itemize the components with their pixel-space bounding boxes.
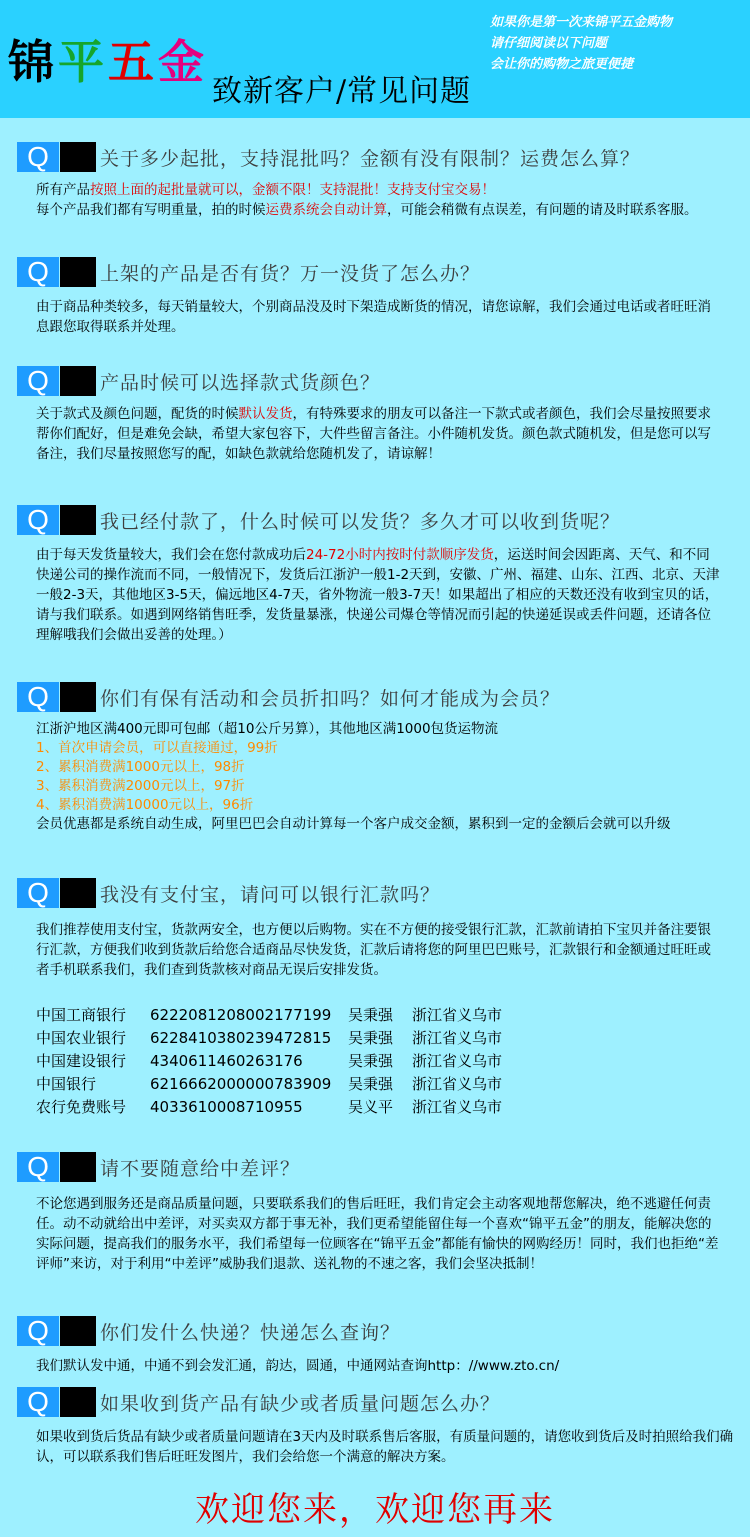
- answer-text: 会员优惠都是系统自动生成，阿里巴巴会自动计算每一个客户成交金额，累积到一定的金额后会就可以升级: [36, 816, 671, 832]
- answer-text: 我们默认发中通，中通不到会发汇通，韵达，圆通，中通网站查询http：//www.zto.cn/: [36, 1358, 560, 1374]
- faq-item-7: [0, 1150, 750, 1272]
- faq-question-row: [0, 503, 750, 537]
- q-icon: Q: [17, 1152, 59, 1182]
- faq-question-row: [0, 255, 750, 289]
- notice-line: 如果你是第一次来锦平五金购物: [490, 15, 673, 30]
- member-tier: 1、首次申请会员，可以直接通过，99折: [36, 740, 278, 756]
- answer-text: 如果收到货后货品有缺少或者质量问题请在3天内及时联系售后客服，有质量问题的，请您收到货后及时拍照给我们确认，可以联系我们售后旺旺发图片，我们会给您一个满意的解决方案。: [36, 1429, 734, 1465]
- faq-answer: [36, 920, 720, 1119]
- q-icon: Q: [17, 682, 59, 712]
- faq-question-row: [0, 364, 750, 398]
- q-icon: Q: [17, 1387, 59, 1417]
- faq-item-3: [0, 364, 750, 462]
- faq-question: 你们发什么快递？快递怎么查询？: [100, 1322, 401, 1344]
- faq-answer: [36, 1194, 720, 1274]
- bank-account: 6222081208002177199: [150, 1006, 332, 1024]
- faq-question-row: [0, 876, 750, 910]
- bank-location: 浙江省义乌市: [412, 1052, 503, 1070]
- faq-question-row: [0, 680, 750, 714]
- bank-name: 农行免费账号: [36, 1098, 127, 1116]
- notice-line: 会让你的购物之旅更便捷: [490, 57, 634, 72]
- faq-question: 你们有保有活动和会员折扣吗？如何才能成为会员？: [100, 688, 561, 710]
- answer-highlight: 24-72小时内按时付款顺序发货: [306, 547, 494, 563]
- faq-answer: [36, 404, 720, 464]
- faq-item-5: [0, 680, 750, 832]
- bank-account: 4340611460263176: [150, 1052, 303, 1070]
- header-banner: [0, 0, 750, 118]
- q-icon: Q: [17, 142, 59, 172]
- faq-question: 产品时候可以选择款式货颜色？: [100, 372, 381, 394]
- answer-text: 由于商品种类较多，每天销量较大，个别商品没及时下架造成断货的情况，请您谅解，我们会通过电话或者旺旺消息跟您取得联系并处理。: [36, 299, 711, 335]
- faq-question: 请不要随意给中差评？: [100, 1158, 301, 1180]
- faq-question-row: [0, 1314, 750, 1348]
- answer-text: 不论您遇到服务还是商品质量问题，只要联系我们的售后旺旺，我们肯定会主动客观地帮您解决，绝不逃避任何责任。动不动就给出中差评，对买卖双方都于事无补，我们更希望能留住每一个喜欢“锦平五金”的朋友，能解决您的实际问题，提高我们的服务水平，我们希望每一位顾客在“锦平五金”都能有愉快的网购经历！同时，我们也拒绝“差评师”来访，对于利用“中差评”威胁我们退款、送礼物的不速之客，我们会坚决抵制！: [36, 1196, 719, 1272]
- bank-row: [36, 1027, 720, 1050]
- account-holder: 吴秉强: [348, 1052, 394, 1070]
- bank-name: 中国建设银行: [36, 1052, 127, 1070]
- black-block: [60, 257, 96, 287]
- faq-question: 如果收到货产品有缺少或者质量问题怎么办？: [100, 1393, 501, 1415]
- answer-text: 所有产品: [36, 182, 90, 198]
- faq-answer: [36, 1356, 720, 1376]
- answer-text: 江浙沪地区满400元即可包邮（超10公斤另算），其他地区满1000包货运物流: [36, 721, 499, 737]
- member-tier: 4、累积消费满10000元以上，96折: [36, 797, 254, 813]
- faq-question: 我没有支付宝，请问可以银行汇款吗？: [100, 884, 441, 906]
- bank-account: 4033610008710955: [150, 1098, 303, 1116]
- answer-text: 我们推荐使用支付宝，货款两安全，也方便以后购物。实在不方便的接受银行汇款，汇款前请拍下宝贝并备注要银行汇款，方便我们收到货款后给您合适商品尽快发货，汇款后请将您的阿里巴巴账号，汇款银行和金额通过旺旺或者手机联系我们，我们查到货款核对商品无误后安排发货。: [36, 922, 711, 978]
- q-icon: Q: [17, 366, 59, 396]
- faq-answer: [36, 1427, 736, 1467]
- page-title: 致新客户/常见问题: [212, 74, 472, 109]
- answer-highlight: 默认发货: [238, 406, 293, 422]
- bank-name: 中国银行: [36, 1075, 97, 1093]
- account-holder: 吴秉强: [348, 1075, 394, 1093]
- logo-char: 金: [158, 35, 208, 89]
- answer-text: 关于款式及颜色问题，配货的时候: [36, 406, 239, 422]
- answer-text: ，运送时间会因距离、天气、和不同快递公司的操作流而不同，一般情况下，发货后江浙沪一般1-2天到，安徽、广州、福建、山东、江西、北京、天津一般2-3天，其他地区3-5天，偏远地区4-7天，省外物流一般3-7天！如果超出了相应的天数还没有收到宝贝的话，请与我们联系。如遇到网络销售旺季，发货量暴涨，快递公司爆仓等情况而引起的快递延误或丢件问题，还请各位理解哦我们会做出妥善的处理。）: [36, 547, 720, 643]
- logo-char: 平: [58, 35, 108, 89]
- answer-highlight: 运费系统会自动计算: [265, 202, 387, 218]
- faq-item-1: [0, 140, 750, 218]
- black-block: [60, 1152, 96, 1182]
- answer-text: ，有特殊要求的朋友可以备注一下款式或者颜色，我们会尽量按照要求帮你们配好，但是难免会缺，希望大家包容下，大件些留言备注。小件随机发货。颜色款式随机发，但是您可以写备注，我们尽量按照您写的配，如缺色款就给您随机发了，请谅解！: [36, 406, 711, 462]
- black-block: [60, 505, 96, 535]
- bank-row: [36, 1050, 720, 1073]
- bank-location: 浙江省义乌市: [412, 1006, 503, 1024]
- answer-text: ，可能会稍微有点误差，有问题的请及时联系客服。: [387, 202, 698, 218]
- logo-char: 五: [108, 35, 158, 89]
- member-tier: 2、累积消费满1000元以上，98折: [36, 759, 245, 775]
- account-holder: 吴秉强: [348, 1006, 394, 1024]
- q-icon: Q: [17, 878, 59, 908]
- faq-answer: [36, 180, 720, 220]
- black-block: [60, 142, 96, 172]
- q-icon: Q: [17, 257, 59, 287]
- faq-question: 上架的产品是否有货？万一没货了怎么办？: [100, 263, 481, 285]
- faq-question-row: [0, 1150, 750, 1184]
- faq-answer: [36, 720, 720, 834]
- black-block: [60, 878, 96, 908]
- q-icon: Q: [17, 1316, 59, 1346]
- logo-char: 锦: [8, 35, 58, 89]
- answer-text: 每个产品我们都有写明重量，拍的时候: [36, 202, 266, 218]
- welcome-banner: 欢迎您来，欢迎您再来: [195, 1490, 555, 1530]
- faq-item-6: [0, 876, 750, 1116]
- faq-question-row: [0, 140, 750, 174]
- notice-text: [490, 12, 748, 75]
- faq-answer: [36, 297, 720, 337]
- black-block: [60, 1316, 96, 1346]
- shop-logo: [8, 26, 208, 92]
- bank-row: [36, 1004, 720, 1027]
- faq-item-9: [0, 1385, 750, 1465]
- account-holder: 吴秉强: [348, 1029, 394, 1047]
- faq-answer: [36, 545, 720, 645]
- faq-question-row: [0, 1385, 750, 1419]
- faq-item-8: [0, 1314, 750, 1374]
- account-holder: 吴义平: [348, 1098, 394, 1116]
- black-block: [60, 1387, 96, 1417]
- bank-location: 浙江省义乌市: [412, 1098, 503, 1116]
- bank-name: 中国农业银行: [36, 1029, 127, 1047]
- bank-location: 浙江省义乌市: [412, 1075, 503, 1093]
- bank-list: [36, 1004, 720, 1119]
- notice-line: 请仔细阅读以下问题: [490, 36, 608, 51]
- answer-highlight: 按照上面的起批量就可以，金额不限！支持混批！支持支付宝交易！: [90, 182, 495, 198]
- faq-item-4: [0, 503, 750, 643]
- bank-account: 6228410380239472815: [150, 1029, 332, 1047]
- bank-account: 6216662000000783909: [150, 1075, 332, 1093]
- bank-location: 浙江省义乌市: [412, 1029, 503, 1047]
- faq-item-2: [0, 255, 750, 335]
- q-icon: Q: [17, 505, 59, 535]
- black-block: [60, 366, 96, 396]
- bank-row: [36, 1073, 720, 1096]
- answer-text: 由于每天发货量较大，我们会在您付款成功后: [36, 547, 306, 563]
- faq-question: 关于多少起批，支持混批吗？金额有没有限制？运费怎么算？: [100, 148, 641, 170]
- member-tier: 3、累积消费满2000元以上，97折: [36, 778, 245, 794]
- bank-name: 中国工商银行: [36, 1006, 127, 1024]
- faq-question: 我已经付款了，什么时候可以发货？多久才可以收到货呢？: [100, 511, 621, 533]
- black-block: [60, 682, 96, 712]
- bank-row: [36, 1096, 720, 1119]
